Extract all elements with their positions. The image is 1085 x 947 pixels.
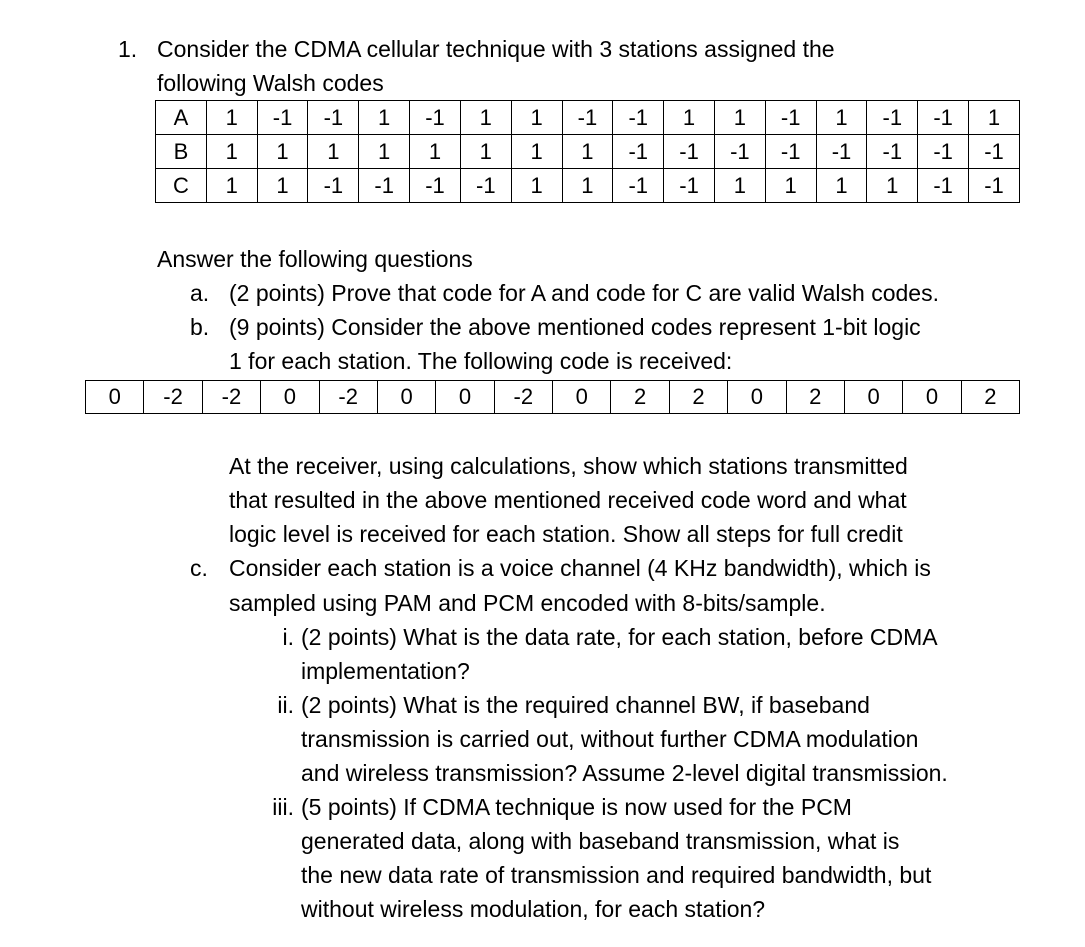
received-chip-cell: 2 [611,381,669,414]
received-chip-cell: 2 [786,381,844,414]
part-c-label: c. [190,555,208,581]
chip-cell: -1 [918,135,969,169]
received-chip-cell: -2 [202,381,260,414]
station-label: A [156,101,207,135]
chip-cell: -1 [969,169,1020,203]
part-c-i-line1: (2 points) What is the data rate, for each station, before CDMA [301,624,938,650]
chip-cell: 1 [511,101,562,135]
chip-cell: 1 [664,101,715,135]
received-chip-cell: 2 [961,381,1019,414]
chip-cell: 1 [765,169,816,203]
chip-cell: -1 [613,169,664,203]
chip-cell: -1 [664,135,715,169]
chip-cell: -1 [410,101,461,135]
received-chip-cell: 0 [436,381,494,414]
part-b-line2: 1 for each station. The following code is received: [229,348,733,374]
received-chip-cell: 0 [903,381,961,414]
received-chip-cell: 0 [261,381,319,414]
chip-cell: 1 [460,135,511,169]
answer-heading: Answer the following questions [157,246,473,272]
received-chip-cell: -2 [319,381,377,414]
chip-cell: -1 [714,135,765,169]
part-c-iii-line1: (5 points) If CDMA technique is now used for the PCM [301,794,852,820]
part-c-line1: Consider each station is a voice channel (4 KHz bandwidth), which is [229,555,931,581]
chip-cell: -1 [867,135,918,169]
chip-cell: 1 [562,135,613,169]
chip-cell: 1 [206,135,257,169]
question-number: 1. [118,36,138,62]
chip-cell: -1 [308,169,359,203]
part-b-line1: (9 points) Consider the above mentioned codes represent 1-bit logic [229,314,921,340]
chip-cell: -1 [765,101,816,135]
walsh-row-a [156,101,1020,135]
chip-cell: 1 [460,101,511,135]
received-chip-cell: -2 [144,381,202,414]
question-intro-line2: following Walsh codes [157,70,384,96]
part-c-i-line2: implementation? [301,658,470,684]
received-chip-cell: 0 [377,381,435,414]
chip-cell: 1 [359,135,410,169]
chip-cell: 1 [257,169,308,203]
chip-cell: 1 [206,169,257,203]
chip-cell: 1 [257,135,308,169]
chip-cell: -1 [562,101,613,135]
chip-cell: 1 [816,169,867,203]
part-b-after2: that resulted in the above mentioned received code word and what [229,487,907,513]
chip-cell: -1 [969,135,1020,169]
chip-cell: 1 [308,135,359,169]
chip-cell: -1 [308,101,359,135]
part-c-ii-line3: and wireless transmission? Assume 2-level digital transmission. [301,760,948,786]
received-chip-cell: 0 [86,381,144,414]
part-c-i-label: i. [282,624,294,650]
part-c-iii-label: iii. [272,794,294,820]
chip-cell: 1 [816,101,867,135]
received-chip-cell: 2 [669,381,727,414]
chip-cell: 1 [714,101,765,135]
chip-cell: 1 [410,135,461,169]
received-chip-cell: 0 [553,381,611,414]
station-label: B [156,135,207,169]
chip-cell: -1 [816,135,867,169]
walsh-row-c [156,169,1020,203]
part-a-text: (2 points) Prove that code for A and code for C are valid Walsh codes. [229,280,939,306]
chip-cell: -1 [765,135,816,169]
chip-cell: 1 [867,169,918,203]
chip-cell: -1 [867,101,918,135]
part-c-ii-label: ii. [277,692,294,718]
chip-cell: -1 [359,169,410,203]
received-code-table [85,380,1020,414]
received-code-row [86,381,1020,414]
chip-cell: -1 [918,169,969,203]
question-intro-line1: Consider the CDMA cellular technique with 3 stations assigned the [157,36,835,62]
part-a-label: a. [190,280,210,306]
chip-cell: -1 [410,169,461,203]
chip-cell: -1 [257,101,308,135]
chip-cell: 1 [714,169,765,203]
part-c-iii-line2: generated data, along with baseband transmission, what is [301,828,900,854]
station-label: C [156,169,207,203]
chip-cell: -1 [613,101,664,135]
received-chip-cell: -2 [494,381,552,414]
walsh-row-b [156,135,1020,169]
chip-cell: -1 [613,135,664,169]
received-chip-cell: 0 [728,381,786,414]
received-chip-cell: 0 [844,381,902,414]
part-c-iii-line3: the new data rate of transmission and required bandwidth, but [301,862,932,888]
chip-cell: 1 [562,169,613,203]
part-b-after1: At the receiver, using calculations, show which stations transmitted [229,453,908,479]
walsh-code-table [155,100,1020,203]
chip-cell: 1 [359,101,410,135]
part-c-ii-line2: transmission is carried out, without further CDMA modulation [301,726,919,752]
part-b-after3: logic level is received for each station. Show all steps for full credit [229,521,903,547]
part-c-iii-line4: without wireless modulation, for each station? [301,896,766,922]
chip-cell: 1 [206,101,257,135]
chip-cell: -1 [664,169,715,203]
chip-cell: -1 [918,101,969,135]
chip-cell: 1 [511,135,562,169]
part-c-line2: sampled using PAM and PCM encoded with 8-bits/sample. [229,590,826,616]
chip-cell: 1 [511,169,562,203]
part-c-ii-line1: (2 points) What is the required channel BW, if baseband [301,692,870,718]
chip-cell: 1 [969,101,1020,135]
part-b-label: b. [190,314,210,340]
chip-cell: -1 [460,169,511,203]
